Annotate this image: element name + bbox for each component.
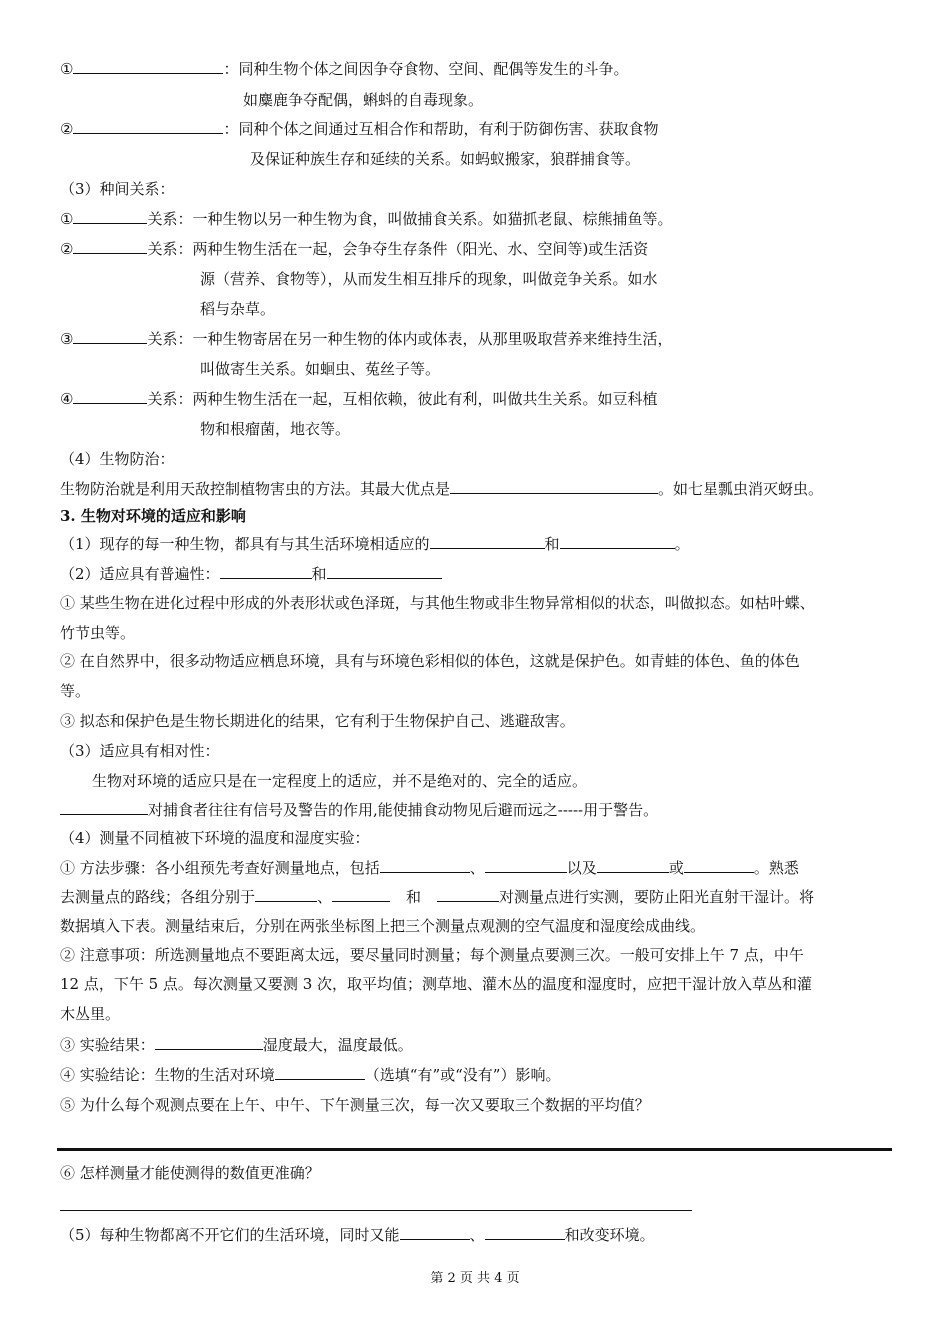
subheading: （3）种间关系： [60, 180, 175, 198]
answer-blank[interactable] [450, 478, 658, 494]
text-line: 生物防治就是利用天敌控制植物害虫的方法。其最大优点是 。如七星瓢虫消灭蚜虫。 [60, 480, 824, 498]
subheading: （3）适应具有相对性： [60, 742, 220, 760]
text-line: ① 关系：一种生物以另一种生物为食，叫做捕食关系。如猫抓老鼠、棕熊捕鱼等。 [60, 210, 673, 228]
text-line: 等。 [60, 682, 91, 700]
answer-blank[interactable] [220, 563, 312, 579]
text-line: 及保证种族生存和延续的关系。如蚂蚁搬家，狼群捕食等。 [250, 150, 641, 168]
answer-blank[interactable] [255, 886, 317, 902]
answer-rule[interactable] [57, 1148, 892, 1151]
text-line: （5）每种生物都离不开它们的生活环境，同时又能 、 和改变环境。 [60, 1226, 655, 1244]
answer-blank[interactable] [485, 1224, 565, 1240]
text-line: 对捕食者往往有信号及警告的作用,能使捕食动物见后避而远之-----用于警告。 [60, 799, 658, 821]
page-footer: 第 2 页 共 4 页 [430, 1271, 520, 1286]
text-line: 去测量点的路线；各组分别于 、 和 对测量点进行实测，要防止阳光直射干湿计。将 [60, 888, 815, 906]
subheading: （4）生物防治： [60, 450, 175, 468]
answer-blank[interactable] [485, 857, 567, 873]
text-line: 12 点，下午 5 点。每次测量又要测 3 次，取平均值；测草地、灌木丛的温度和湿度时，应把干湿计放入草丛和灌 [60, 975, 813, 993]
answer-blank[interactable] [73, 208, 147, 224]
answer-blank[interactable] [327, 563, 442, 579]
answer-blank[interactable] [73, 388, 147, 404]
text-line: ① ：同种生物个体之间因争夺食物、空间、配偶等发生的斗争。 [60, 60, 629, 78]
answer-blank[interactable] [684, 857, 754, 873]
text-line: 物和根瘤菌，地衣等。 [200, 420, 351, 438]
answer-blank[interactable] [73, 238, 147, 254]
answer-blank[interactable] [437, 886, 499, 902]
text-line: 木丛里。 [60, 1005, 121, 1023]
answer-blank[interactable] [430, 533, 545, 549]
answer-blank[interactable] [275, 1064, 365, 1080]
text-line: 稻与杂草。 [200, 300, 276, 318]
answer-blank[interactable] [73, 58, 223, 74]
subheading: （4）测量不同植被下环境的温度和湿度实验： [60, 829, 370, 847]
text-line: 竹节虫等。 [60, 624, 136, 642]
text-line: ② 在自然界中，很多动物适应栖息环境，具有与环境色彩相似的体色，这就是保护色。如青蛙的体色、鱼的体色 [60, 652, 800, 670]
text-line: ① 某些生物在进化过程中形成的外表形状或色泽斑，与其他生物或非生物异常相似的状态，叫做拟态。如枯叶蝶、 [60, 594, 815, 612]
answer-blank[interactable] [597, 857, 669, 873]
question-line: ⑥ 怎样测量才能使测得的数值更准确？ [60, 1164, 320, 1182]
text-line: ② ：同种个体之间通过互相合作和帮助，有利于防御伤害、获取食物 [60, 120, 659, 138]
text-line: ④ 关系：两种生物生活在一起，互相依赖，彼此有利，叫做共生关系。如豆科植 [60, 390, 658, 408]
text-line: 源（营养、食物等），从而发生相互排斥的现象，叫做竞争关系。如水 [200, 270, 658, 288]
answer-blank[interactable] [400, 1224, 470, 1240]
answer-blank[interactable] [380, 857, 470, 873]
text-line: 数据填入下表。测量结束后，分别在两张坐标图上把三个测量点观测的空气温度和湿度绘成曲线。 [60, 917, 706, 935]
answer-line[interactable] [60, 1210, 692, 1211]
text-line: 生物对环境的适应只是在一定程度上的适应，并不是绝对的、完全的适应。 [92, 772, 588, 790]
answer-blank[interactable] [560, 533, 675, 549]
answer-blank[interactable] [60, 799, 148, 815]
text-line: ③ 关系：一种生物寄居在另一种生物的体内或体表，从那里吸取营养来维持生活， [60, 330, 673, 348]
text-line: ② 注意事项：所选测量地点不要距离太远，要尽量同时测量；每个测量点要测三次。一般可安排上午 7 点，中午 [60, 946, 804, 964]
text-line: ③ 拟态和保护色是生物长期进化的结果，它有利于生物保护自己、逃避敌害。 [60, 712, 575, 730]
question-line: ⑤ 为什么每个观测点要在上午、中午、下午测量三次，每一次又要取三个数据的平均值？ [60, 1096, 650, 1114]
text-line: （2）适应具有普遍性： 和 [60, 563, 442, 585]
text-line: ④ 实验结论：生物的生活对环境 （选填“有”或“没有”）影响。 [60, 1066, 561, 1084]
text-line: 如麋鹿争夺配偶，蝌蚪的自毒现象。 [243, 91, 484, 109]
answer-blank[interactable] [155, 1034, 263, 1050]
text-line: ③ 实验结果： 湿度最大，温度最低。 [60, 1036, 413, 1054]
answer-blank[interactable] [73, 328, 147, 344]
answer-blank[interactable] [332, 886, 390, 902]
text-line: ② 关系：两种生物生活在一起，会争夺生存条件（阳光、水、空间等)或生活资 [60, 240, 649, 258]
text-line: （1）现存的每一种生物，都具有与其生活环境相适应的 和 。 [60, 535, 690, 553]
text-line: 叫做寄生关系。如蛔虫、菟丝子等。 [200, 360, 441, 378]
answer-blank[interactable] [73, 118, 223, 134]
text-line: ① 方法步骤：各小组预先考查好测量地点，包括 、 以及 或 。熟悉 [60, 859, 799, 877]
section-heading: 3. 生物对环境的适应和影响 [60, 507, 246, 525]
